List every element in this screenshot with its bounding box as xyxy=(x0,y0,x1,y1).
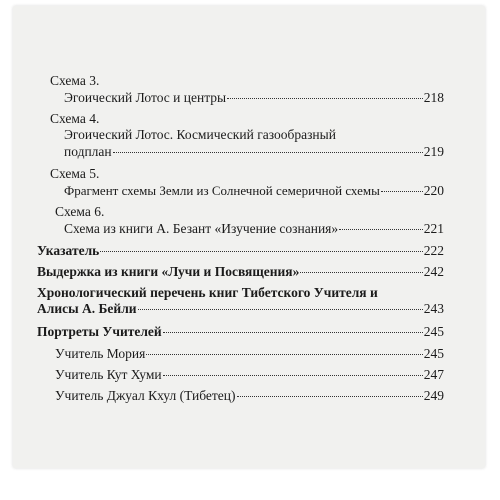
dot-leader xyxy=(227,98,423,99)
entry-title: Портреты Учителей xyxy=(37,324,162,339)
dot-leader xyxy=(163,375,423,376)
entry-title: подплан xyxy=(64,144,112,159)
toc-entry-chronology[interactable] xyxy=(37,301,444,317)
schema3-label: Схема 3. xyxy=(50,73,100,88)
dot-leader xyxy=(381,191,423,192)
toc-entry-schema5[interactable] xyxy=(64,183,444,199)
schema5-label: Схема 5. xyxy=(50,166,100,181)
toc-entry-morya[interactable] xyxy=(55,346,444,362)
page-number: 220 xyxy=(423,183,444,198)
toc-entry-extract[interactable] xyxy=(37,264,444,280)
page-number: 242 xyxy=(423,264,444,279)
dot-leader xyxy=(237,396,423,397)
schema6-label: Схема 6. xyxy=(55,204,105,219)
toc-entry-djwhal-khul[interactable] xyxy=(55,388,444,404)
page-number: 222 xyxy=(423,243,444,258)
entry-title: Учитель Мория xyxy=(55,346,146,361)
entry-title: Эгоический Лотос и центры xyxy=(64,90,227,105)
page-number: 219 xyxy=(423,144,444,159)
toc-entry-portraits[interactable] xyxy=(37,324,444,340)
dot-leader xyxy=(138,309,423,310)
toc-entry-schema6[interactable] xyxy=(64,221,444,237)
entry-title: Указатель xyxy=(37,243,100,258)
entry-title: Схема из книги А. Безант «Изучение сознания» xyxy=(64,221,339,236)
toc-entry-index[interactable] xyxy=(37,243,444,259)
page-number: 218 xyxy=(423,90,444,105)
dot-leader xyxy=(163,332,423,333)
entry-title: Фрагмент схемы Земли из Солнечной семеричной схемы xyxy=(64,183,380,198)
dot-leader xyxy=(113,152,423,153)
dot-leader xyxy=(339,229,423,230)
entry-title: Учитель Джуал Кхул (Тибетец) xyxy=(55,388,236,403)
dot-leader xyxy=(100,251,422,252)
dot-leader xyxy=(146,354,422,355)
page-number: 249 xyxy=(423,388,444,403)
toc-entry-kuthumi[interactable] xyxy=(55,367,444,383)
entry-title: Учитель Кут Хуми xyxy=(55,367,162,382)
toc-entry-schema4[interactable] xyxy=(64,144,444,160)
page-number: 245 xyxy=(423,346,444,361)
page-number: 243 xyxy=(423,301,444,316)
schema4-label: Схема 4. xyxy=(50,111,100,126)
chrono-title-line1: Хронологический перечень книг Тибетского Учителя и xyxy=(37,285,378,300)
page-number: 247 xyxy=(423,367,444,382)
entry-title: Алисы А. Бейли xyxy=(37,301,137,316)
page-number: 221 xyxy=(423,221,444,236)
entry-title: Выдержка из книги «Лучи и Посвящения» xyxy=(37,264,300,279)
schema4-title-line1: Эгоический Лотос. Космический газообразный xyxy=(64,127,336,142)
toc-entry-schema3[interactable] xyxy=(64,90,444,106)
dot-leader xyxy=(300,272,422,273)
page-number: 245 xyxy=(423,324,444,339)
